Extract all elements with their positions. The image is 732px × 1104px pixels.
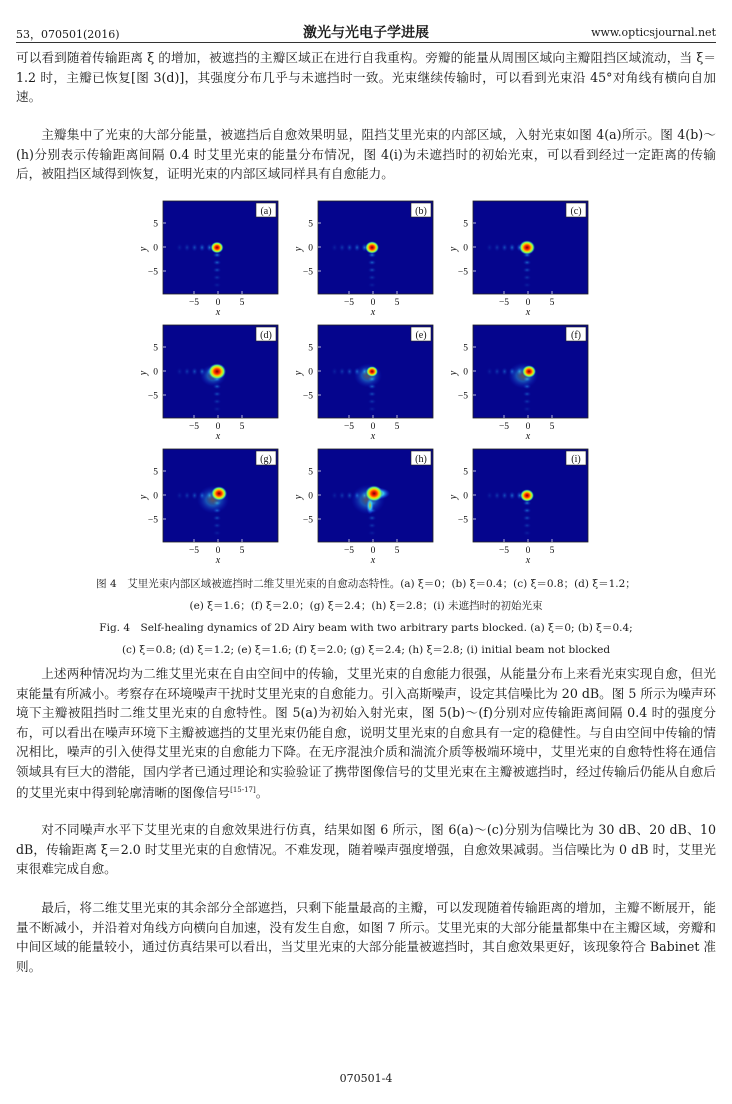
y-axis-label: y bbox=[138, 494, 149, 500]
x-tick-label: 5 bbox=[394, 422, 400, 432]
x-tick-label: −5 bbox=[188, 546, 200, 556]
figure-panel bbox=[448, 201, 588, 318]
x-axis-label: x bbox=[215, 555, 221, 566]
x-tick-label: −5 bbox=[188, 298, 200, 308]
y-tick-label: 0 bbox=[153, 243, 158, 254]
x-tick-label: −5 bbox=[498, 422, 510, 432]
y-axis-label: y bbox=[448, 246, 459, 252]
x-tick-label: 0 bbox=[525, 298, 531, 308]
x-tick-label: −5 bbox=[498, 298, 510, 308]
journal-volume: 53，070501(2016) bbox=[16, 28, 120, 41]
y-tick-label: 5 bbox=[463, 219, 468, 230]
x-tick-label: 5 bbox=[394, 546, 400, 556]
y-tick-label: 0 bbox=[308, 243, 313, 254]
x-tick-label: 0 bbox=[215, 422, 221, 432]
panel-label: (i) bbox=[571, 454, 581, 465]
journal-title: 激光与光电子学进展 bbox=[303, 25, 429, 41]
x-tick-label: 0 bbox=[525, 422, 531, 432]
x-tick-label: 0 bbox=[215, 546, 221, 556]
y-tick-label: −5 bbox=[302, 391, 313, 402]
y-tick-label: 0 bbox=[308, 491, 313, 502]
x-tick-label: −5 bbox=[343, 422, 355, 432]
x-tick-label: 5 bbox=[394, 298, 400, 308]
panel-label: (d) bbox=[260, 330, 272, 341]
y-tick-label: 5 bbox=[308, 219, 313, 230]
panel-label: (a) bbox=[260, 206, 272, 217]
y-axis-label: y bbox=[138, 370, 149, 376]
paragraph-2: 主瓣集中了光束的大部分能量，被遮挡后自愈效果明显，阻挡艾里光束的内部区域，入射光束如图 4(a)所示。图 4(b)～(h)分别表示传输距离间隔 0.4 时艾里光束的能量分布情况，图 4(i)为未遮挡时的初始光束，可以看到经过一定距离的传输后，被阻挡区域得到恢复，证明光束的内部区域同样具有自愈能力。 bbox=[16, 127, 716, 181]
figure-panel bbox=[138, 449, 278, 566]
paragraph-1: 可以看到随着传输距离 ξ 的增加，被遮挡的主瓣区域正在进行自我重构。旁瓣的能量从周围区域向主瓣阻挡区域流动，当 ξ＝1.2 时，主瓣已恢复[图 3(d)]，其强度分布几乎与未遮挡时一致。光束继续传输时，可以看到光束沿 45°对角线有横向自加速。 bbox=[16, 50, 716, 104]
y-tick-label: 5 bbox=[308, 467, 313, 478]
caption-en-line1: Fig. 4 Self-healing dynamics of 2D Airy beam with two arbitrary parts blocked. (a) ξ＝0; (b) ξ＝0.4; bbox=[99, 622, 633, 634]
x-axis-label: x bbox=[525, 431, 531, 442]
y-axis-label: y bbox=[293, 494, 304, 500]
panel-label: (e) bbox=[415, 330, 427, 341]
y-tick-label: 0 bbox=[153, 491, 158, 502]
y-axis-label: y bbox=[138, 246, 149, 252]
figure-panel bbox=[293, 201, 433, 318]
y-tick-label: −5 bbox=[147, 391, 158, 402]
caption-en-line2: (c) ξ＝0.8; (d) ξ＝1.2; (e) ξ＝1.6; (f) ξ＝2.0; (g) ξ＝2.4; (h) ξ＝2.8; (i) initial beam not blocked bbox=[121, 644, 611, 656]
y-tick-label: −5 bbox=[302, 515, 313, 526]
y-tick-label: 5 bbox=[153, 467, 158, 478]
y-tick-label: 0 bbox=[153, 367, 158, 378]
x-axis-label: x bbox=[215, 307, 221, 318]
panel-label: (g) bbox=[260, 454, 272, 465]
figure-panel bbox=[293, 325, 433, 442]
x-tick-label: 5 bbox=[549, 422, 555, 432]
y-tick-label: −5 bbox=[302, 267, 313, 278]
x-axis-label: x bbox=[525, 555, 531, 566]
panel-label: (h) bbox=[415, 454, 427, 465]
y-tick-label: 0 bbox=[308, 367, 313, 378]
paragraph-5: 最后，将二维艾里光束的其余部分全部遮挡，只剩下能量最高的主瓣，可以发现随着传输距离的增加，主瓣不断展开，能量不断减小，并沿着对角线方向横向自加速，没有发生自愈，如图 7 所示。艾里光束的大部分能量都集中在主瓣区域，旁瓣和中间区域的能量较小，通过仿真结果可以看出，当艾里光束的大部分能量被遮挡时，其自愈效果更好，该现象符合 Babinet 准则。 bbox=[16, 900, 716, 974]
figure-panel bbox=[138, 325, 278, 442]
x-tick-label: 5 bbox=[239, 298, 245, 308]
y-tick-label: −5 bbox=[457, 515, 468, 526]
y-tick-label: 5 bbox=[153, 343, 158, 354]
y-tick-label: −5 bbox=[147, 267, 158, 278]
y-axis-label: y bbox=[448, 494, 459, 500]
y-axis-label: y bbox=[448, 370, 459, 376]
x-tick-label: 0 bbox=[215, 298, 221, 308]
figure-panel bbox=[448, 325, 588, 442]
page-number: 070501-4 bbox=[339, 1072, 393, 1085]
y-tick-label: 5 bbox=[153, 219, 158, 230]
paragraph-3: 上述两种情况均为二维艾里光束在自由空间中的传输，艾里光束的自愈能力很强，从能量分布上来看光束实现自愈，但光束能量有所减小。考察存在环境噪声干扰时艾里光束的自愈能力。引入高斯噪声，设定其信噪比为 20 dB。图 5 所示为噪声环境下主瓣被阻挡时二维艾里光束的自愈特性。图 5(a)为初始入射光束，图 5(b)～(f)分别对应传输距离间隔 0.4 时的强度分布，可以看出在噪声环境下主瓣被遮挡的艾里光束仍能自愈，说明艾里光束的自愈具有一定的稳健性。与自由空间中传输的情况相比，噪声的引入使得艾里光束的自愈能力下降。在无序混浊介质和湍流介质等极端环境中，艾里光束的自愈特性将在通信领域具有巨大的潜能，国内学者已通过理论和实验验证了携带图像信号的艾里光束在主瓣被遮挡时，经过传输后仍能从自愈后的艾里光束中得到轮廓清晰的图像信号[15-17]。 bbox=[16, 666, 716, 801]
x-axis-label: x bbox=[215, 431, 221, 442]
figure-panels bbox=[138, 201, 588, 566]
x-tick-label: −5 bbox=[343, 298, 355, 308]
citation: [15-17] bbox=[230, 786, 256, 794]
x-tick-label: −5 bbox=[188, 422, 200, 432]
y-tick-label: 5 bbox=[463, 467, 468, 478]
paragraph-4: 对不同噪声水平下艾里光束的自愈效果进行仿真，结果如图 6 所示，图 6(a)～(c)分别为信噪比为 30 dB、20 dB、10 dB，传输距离 ξ＝2.0 时艾里光束的自愈情况。不难发现，随着噪声强度增强，自愈效果减弱。当信噪比为 0 dB 时，艾里光束很难完成自愈。 bbox=[16, 822, 716, 876]
y-tick-label: −5 bbox=[457, 267, 468, 278]
figure-panel bbox=[293, 449, 433, 566]
x-tick-label: 5 bbox=[549, 546, 555, 556]
x-axis-label: x bbox=[525, 307, 531, 318]
y-tick-label: −5 bbox=[147, 515, 158, 526]
x-axis-label: x bbox=[370, 431, 376, 442]
x-tick-label: 0 bbox=[370, 546, 376, 556]
figure-panel bbox=[138, 201, 278, 318]
x-tick-label: 5 bbox=[239, 422, 245, 432]
journal-url: www.opticsjournal.net bbox=[591, 26, 716, 39]
x-tick-label: −5 bbox=[498, 546, 510, 556]
y-tick-label: 0 bbox=[463, 491, 468, 502]
x-axis-label: x bbox=[370, 555, 376, 566]
x-tick-label: −5 bbox=[343, 546, 355, 556]
y-tick-label: 5 bbox=[463, 343, 468, 354]
y-tick-label: 5 bbox=[308, 343, 313, 354]
y-tick-label: 0 bbox=[463, 243, 468, 254]
caption-cn-line1: 图 4 艾里光束内部区域被遮挡时二维艾里光束的自愈动态特性。(a) ξ＝0；(b) ξ＝0.4；(c) ξ＝0.8；(d) ξ＝1.2； bbox=[96, 578, 636, 590]
panel-label: (b) bbox=[415, 206, 427, 217]
y-tick-label: −5 bbox=[457, 391, 468, 402]
figure-panel bbox=[448, 449, 588, 566]
x-tick-label: 5 bbox=[549, 298, 555, 308]
y-axis-label: y bbox=[293, 370, 304, 376]
x-axis-label: x bbox=[370, 307, 376, 318]
y-axis-label: y bbox=[293, 246, 304, 252]
panel-label: (f) bbox=[571, 330, 581, 341]
caption-cn-line2: (e) ξ＝1.6；(f) ξ＝2.0；(g) ξ＝2.4；(h) ξ＝2.8；(i) 未遮挡时的初始光束 bbox=[189, 600, 543, 612]
x-tick-label: 0 bbox=[370, 298, 376, 308]
x-tick-label: 0 bbox=[525, 546, 531, 556]
panel-label: (c) bbox=[570, 206, 582, 217]
y-tick-label: 0 bbox=[463, 367, 468, 378]
x-tick-label: 5 bbox=[239, 546, 245, 556]
x-tick-label: 0 bbox=[370, 422, 376, 432]
